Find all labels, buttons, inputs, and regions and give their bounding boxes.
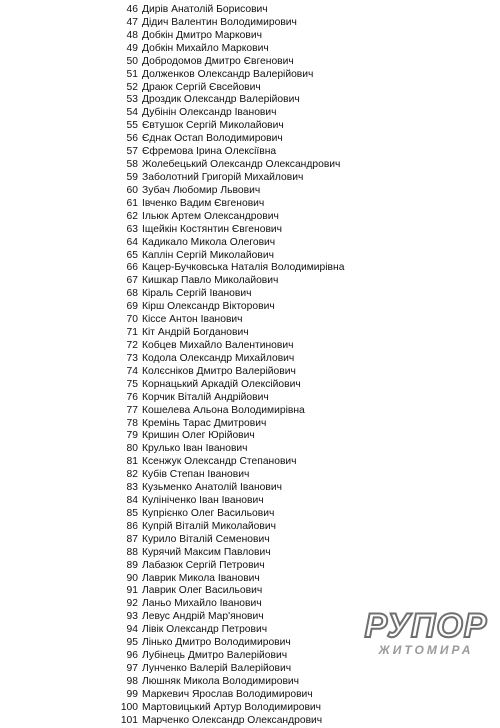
person-name: Левус Андрій Мар'янович: [142, 611, 264, 623]
person-name: Мартовицький Артур Володимирович: [142, 701, 322, 713]
list-item: [118, 288, 344, 301]
list-item: [118, 94, 344, 107]
person-name: Єднак Остап Володимирович: [142, 133, 283, 145]
list-item: [118, 702, 344, 715]
list-item: [118, 198, 344, 211]
logo-title: РУПОР: [364, 607, 488, 645]
list-item: [118, 715, 344, 728]
list-item: [118, 69, 344, 82]
item-number: 53: [126, 94, 138, 106]
person-name: Добродомов Дмитро Євгенович: [142, 55, 294, 67]
person-name: Кіт Андрій Богданович: [142, 327, 249, 339]
item-number: 80: [126, 443, 138, 455]
item-number: 77: [126, 404, 138, 416]
item-number: 52: [126, 81, 138, 93]
list-item: [118, 418, 344, 431]
item-number: 86: [126, 520, 138, 532]
item-number: 71: [126, 327, 138, 339]
list-item: [118, 456, 344, 469]
list-item: [118, 353, 344, 366]
item-number: 57: [126, 146, 138, 158]
list-item: [118, 237, 344, 250]
item-number: 56: [126, 133, 138, 145]
list-item: [118, 224, 344, 237]
deputy-list: [118, 4, 344, 728]
list-item: [118, 598, 344, 611]
person-name: Ільюк Артем Олександрович: [142, 210, 279, 222]
list-item: [118, 469, 344, 482]
person-name: Ксенжук Олександр Степанович: [142, 456, 297, 468]
person-name: Долженков Олександр Валерійович: [142, 68, 314, 80]
list-item: [118, 585, 344, 598]
person-name: Євтушок Сергій Миколайович: [142, 120, 284, 132]
person-name: Купрій Віталій Миколайович: [142, 520, 276, 532]
item-number: 73: [126, 352, 138, 364]
person-name: Дубінін Олександр Іванович: [142, 107, 277, 119]
list-item: [118, 366, 344, 379]
list-item: [118, 107, 344, 120]
item-number: 62: [126, 210, 138, 222]
person-name: Кубів Степан Іванович: [142, 469, 250, 481]
list-item: [118, 275, 344, 288]
person-name: Купрієнко Олег Васильович: [142, 507, 275, 519]
item-number: 65: [126, 249, 138, 261]
person-name: Лубінець Дмитро Валерійович: [142, 650, 288, 662]
person-name: Драюк Сергій Євсейович: [142, 81, 261, 93]
person-name: Курячий Максим Павлович: [142, 546, 271, 558]
item-number: 64: [126, 236, 138, 248]
list-item: [118, 430, 344, 443]
person-name: Добкін Михайло Маркович: [142, 42, 269, 54]
list-item: [118, 379, 344, 392]
person-name: Кулініченко Іван Іванович: [142, 495, 264, 507]
list-item: [118, 250, 344, 263]
item-number: 82: [126, 469, 138, 481]
person-name: Дирів Анатолій Борисович: [142, 4, 268, 15]
item-number: 100: [120, 701, 138, 713]
item-number: 46: [126, 4, 138, 15]
list-item: [118, 133, 344, 146]
item-number: 76: [126, 391, 138, 403]
list-item: [118, 392, 344, 405]
person-name: Кіраль Сергій Іванович: [142, 288, 252, 300]
person-name: Лунченко Валерій Валерійович: [142, 663, 292, 675]
list-item: [118, 611, 344, 624]
list-item: [118, 637, 344, 650]
list-item: [118, 82, 344, 95]
person-name: Єфремова Ірина Олексіївна: [142, 146, 277, 158]
item-number: 94: [126, 624, 138, 636]
person-name: Добкін Дмитро Маркович: [142, 29, 262, 41]
item-number: 47: [126, 16, 138, 28]
item-number: 60: [126, 184, 138, 196]
person-name: Марченко Олександр Олександрович: [142, 714, 323, 726]
item-number: 51: [126, 68, 138, 80]
item-number: 66: [126, 262, 138, 274]
list-item: [118, 314, 344, 327]
person-name: Лінько Дмитро Володимирович: [142, 637, 291, 649]
list-item: [118, 560, 344, 573]
item-number: 72: [126, 339, 138, 351]
item-number: 91: [126, 585, 138, 597]
list-item: [118, 159, 344, 172]
item-number: 48: [126, 29, 138, 41]
list-item: [118, 43, 344, 56]
person-name: Кірш Олександр Вікторович: [142, 301, 275, 313]
person-name: Ланьо Михайло Іванович: [142, 598, 262, 610]
item-number: 85: [126, 507, 138, 519]
item-number: 79: [126, 430, 138, 442]
item-number: 95: [126, 637, 138, 649]
list-item: [118, 495, 344, 508]
list-item: [118, 56, 344, 69]
item-number: 58: [126, 159, 138, 171]
list-item: [118, 547, 344, 560]
item-number: 54: [126, 107, 138, 119]
rupor-zhytomyra-logo: [364, 609, 488, 661]
person-name: Дідич Валентин Володимирович: [142, 16, 297, 28]
person-name: Лівік Олександр Петрович: [142, 624, 268, 636]
person-name: Кобцев Михайло Валентинович: [142, 339, 294, 351]
list-item: [118, 172, 344, 185]
item-number: 101: [120, 714, 138, 726]
item-number: 89: [126, 559, 138, 571]
item-number: 61: [126, 197, 138, 209]
item-number: 78: [126, 417, 138, 429]
item-number: 69: [126, 301, 138, 313]
person-name: Кузьменко Анатолій Іванович: [142, 482, 282, 494]
item-number: 90: [126, 572, 138, 584]
list-item: [118, 340, 344, 353]
person-name: Люшняк Микола Володимирович: [142, 675, 300, 687]
item-number: 68: [126, 288, 138, 300]
list-item: [118, 262, 344, 275]
list-item: [118, 534, 344, 547]
item-number: 98: [126, 675, 138, 687]
list-item: [118, 573, 344, 586]
person-name: Корнацький Аркадій Олексійович: [142, 378, 301, 390]
person-name: Каплін Сергій Миколайович: [142, 249, 274, 261]
list-item: [118, 650, 344, 663]
person-name: Жолебецький Олександр Олександрович: [142, 159, 341, 171]
list-item: [118, 146, 344, 159]
list-item: [118, 30, 344, 43]
list-item: [118, 443, 344, 456]
person-name: Лаврик Олег Васильович: [142, 585, 263, 597]
person-name: Заболотний Григорій Михайлович: [142, 171, 304, 183]
item-number: 75: [126, 378, 138, 390]
item-number: 83: [126, 482, 138, 494]
list-item: [118, 185, 344, 198]
person-name: Кремінь Тарас Дмитрович: [142, 417, 267, 429]
person-name: Зубач Любомир Львович: [142, 184, 261, 196]
list-item: [118, 508, 344, 521]
person-name: Кацер-Бучковська Наталія Володимирівна: [142, 262, 345, 274]
item-number: 99: [126, 688, 138, 700]
item-number: 59: [126, 171, 138, 183]
person-name: Кодола Олександр Михайлович: [142, 352, 295, 364]
person-name: Кадикало Микола Олегович: [142, 236, 276, 248]
person-name: Колєсніков Дмитро Валерійович: [142, 365, 296, 377]
item-number: 93: [126, 611, 138, 623]
list-item: [118, 689, 344, 702]
list-item: [118, 211, 344, 224]
item-number: 49: [126, 42, 138, 54]
person-name: Кишкар Павло Миколайович: [142, 275, 279, 287]
list-item: [118, 4, 344, 17]
item-number: 87: [126, 533, 138, 545]
person-name: Кришин Олег Юрійович: [142, 430, 255, 442]
person-name: Маркевич Ярослав Володимирович: [142, 688, 313, 700]
person-name: Лаврик Микола Іванович: [142, 572, 260, 584]
person-name: Дроздик Олександр Валерійович: [142, 94, 300, 106]
person-name: Кошелева Альона Володимирівна: [142, 404, 305, 416]
person-name: Лабазюк Сергій Петрович: [142, 559, 265, 571]
list-item: [118, 405, 344, 418]
item-number: 70: [126, 314, 138, 326]
person-name: Курило Віталій Семенович: [142, 533, 270, 545]
person-name: Корчик Віталій Андрійович: [142, 391, 269, 403]
list-item: [118, 120, 344, 133]
person-name: Іщейкін Костянтин Євгенович: [142, 223, 283, 235]
item-number: 81: [126, 456, 138, 468]
item-number: 67: [126, 275, 138, 287]
list-item: [118, 327, 344, 340]
item-number: 50: [126, 55, 138, 67]
item-number: 88: [126, 546, 138, 558]
item-number: 74: [126, 365, 138, 377]
list-item: [118, 624, 344, 637]
item-number: 92: [126, 598, 138, 610]
person-name: Крулько Іван Іванович: [142, 443, 248, 455]
list-item: [118, 676, 344, 689]
list-item: [118, 482, 344, 495]
item-number: 63: [126, 223, 138, 235]
list-item: [118, 301, 344, 314]
logo-subtitle: ЖИТОМИРА: [378, 643, 474, 657]
item-number: 97: [126, 663, 138, 675]
list-item: [118, 521, 344, 534]
person-name: Кіссе Антон Іванович: [142, 314, 243, 326]
item-number: 84: [126, 495, 138, 507]
item-number: 96: [126, 650, 138, 662]
list-item: [118, 17, 344, 30]
item-number: 55: [126, 120, 138, 132]
person-name: Івченко Вадим Євгенович: [142, 197, 265, 209]
